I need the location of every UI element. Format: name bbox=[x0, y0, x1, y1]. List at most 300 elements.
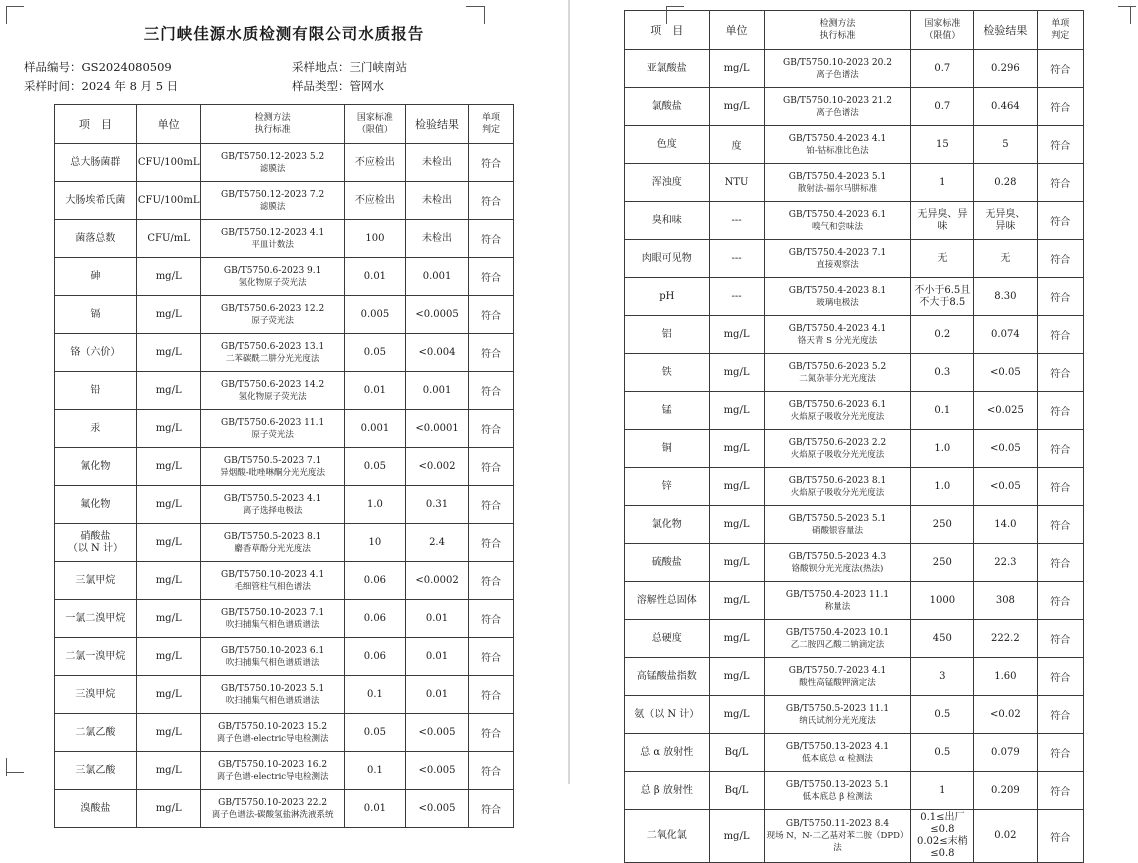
cell-method bbox=[201, 296, 344, 334]
cell-method bbox=[764, 696, 911, 734]
cell-method bbox=[764, 658, 911, 696]
cell-standard-limit: 0.5 bbox=[911, 696, 974, 734]
table-row bbox=[625, 468, 1084, 506]
table-row bbox=[625, 658, 1084, 696]
sampling-time bbox=[24, 77, 292, 96]
cell-unit: mg/L bbox=[709, 316, 764, 354]
cell-standard-limit: 1.0 bbox=[911, 430, 974, 468]
cell-standard-limit: 1.0 bbox=[911, 468, 974, 506]
cell-item: 二氯一溴甲烷 bbox=[55, 638, 137, 676]
cell-result: <0.005 bbox=[406, 752, 469, 790]
cell-item: 总硬度 bbox=[625, 620, 710, 658]
cell-method bbox=[201, 220, 344, 258]
table-row bbox=[55, 486, 514, 524]
cell-method-name: 异烟酸-吡唑啉酮分光光度法 bbox=[220, 467, 326, 478]
cell-item: 总 β 放射性 bbox=[625, 772, 710, 810]
cell-method bbox=[764, 468, 911, 506]
cell-item: 氟化物 bbox=[55, 486, 137, 524]
cell-method-name: 离子色谱-electric导电检测法 bbox=[216, 771, 329, 782]
cell-judgement: 符合 bbox=[1037, 126, 1084, 164]
cell-method bbox=[764, 392, 911, 430]
cell-standard-limit: 0.05 bbox=[344, 714, 405, 752]
cell-unit: --- bbox=[709, 278, 764, 316]
cell-method-standard: GB/T5750.10-2023 16.2 bbox=[218, 759, 328, 770]
cell-item: 氨（以 N 计） bbox=[625, 696, 710, 734]
cell-result: 无 bbox=[974, 240, 1037, 278]
cell-unit: mg/L bbox=[709, 50, 764, 88]
cell-unit: mg/L bbox=[136, 562, 201, 600]
cell-method-standard: GB/T5750.5-2023 4.1 bbox=[223, 493, 322, 504]
cell-standard-limit: 0.005 bbox=[344, 296, 405, 334]
crop-mark bbox=[6, 6, 24, 7]
cell-method bbox=[201, 714, 344, 752]
cell-method-standard: GB/T5750.10-2023 6.1 bbox=[221, 645, 325, 656]
cell-result: 0.464 bbox=[974, 88, 1037, 126]
cell-item: 高锰酸盐指数 bbox=[625, 658, 710, 696]
table-header-row bbox=[55, 105, 514, 144]
table-row bbox=[625, 810, 1084, 863]
cell-method-name: 原子荧光法 bbox=[251, 429, 294, 440]
cell-method-standard: GB/T5750.5-2023 8.1 bbox=[223, 531, 322, 542]
cell-standard-limit: 0.1≤出厂≤0.8 0.02≤末梢≤0.8 bbox=[911, 810, 974, 863]
cell-result: 8.30 bbox=[974, 278, 1037, 316]
cell-unit: mg/L bbox=[709, 506, 764, 544]
table-row bbox=[625, 506, 1084, 544]
cell-method-standard: GB/T5750.6-2023 13.1 bbox=[221, 341, 325, 352]
cell-unit: mg/L bbox=[136, 334, 201, 372]
cell-method-name: 氢化物原子荧光法 bbox=[238, 277, 307, 288]
report-page-right bbox=[570, 0, 1138, 859]
cell-unit: --- bbox=[709, 202, 764, 240]
meta-row-1 bbox=[24, 58, 544, 77]
col-method-line1: 检测方法 bbox=[819, 19, 856, 29]
cell-judgement: 符合 bbox=[1037, 164, 1084, 202]
cell-result: <0.0005 bbox=[406, 296, 469, 334]
table-header bbox=[55, 105, 514, 144]
cell-method bbox=[201, 638, 344, 676]
cell-unit: mg/L bbox=[709, 810, 764, 863]
cell-judgement: 符合 bbox=[1037, 392, 1084, 430]
cell-unit: 度 bbox=[709, 126, 764, 164]
cell-method-standard: GB/T5750.4-2023 7.1 bbox=[788, 247, 887, 258]
cell-standard-limit: 0.1 bbox=[344, 752, 405, 790]
cell-item: 三氯甲烷 bbox=[55, 562, 137, 600]
cell-judgement: 符合 bbox=[1037, 278, 1084, 316]
cell-judgement: 符合 bbox=[1037, 810, 1084, 863]
cell-result: 2.4 bbox=[406, 524, 469, 562]
cell-method-standard: GB/T5750.6-2023 14.2 bbox=[221, 379, 325, 390]
cell-standard-limit: 0.1 bbox=[911, 392, 974, 430]
cell-result: <0.05 bbox=[974, 468, 1037, 506]
table-row bbox=[625, 392, 1084, 430]
cell-unit: --- bbox=[709, 240, 764, 278]
col-method-line2: 执行标准 bbox=[819, 31, 856, 41]
cell-result: 5 bbox=[974, 126, 1037, 164]
cell-item: 砷 bbox=[55, 258, 137, 296]
cell-method bbox=[201, 372, 344, 410]
cell-method-name: 乙二胺四乙酸二钠滴定法 bbox=[790, 639, 885, 650]
cell-standard-limit: 0.7 bbox=[911, 88, 974, 126]
cell-method-standard: GB/T5750.12-2023 5.2 bbox=[221, 151, 325, 162]
cell-judgement: 符合 bbox=[468, 676, 513, 714]
cell-method-name: 毛细管柱气相色谱法 bbox=[234, 581, 311, 592]
sample-type-value: 管网水 bbox=[349, 79, 384, 93]
cell-unit: CFU/100mL bbox=[136, 182, 201, 220]
table-row bbox=[625, 354, 1084, 392]
table-row bbox=[55, 182, 514, 220]
cell-method-name: 称量法 bbox=[824, 601, 851, 612]
table-row bbox=[625, 582, 1084, 620]
cell-method-name: 硝酸银容量法 bbox=[811, 525, 863, 536]
crop-mark bbox=[1118, 6, 1136, 7]
table-body-left bbox=[55, 144, 514, 828]
cell-method-standard: GB/T5750.7-2023 4.1 bbox=[788, 665, 887, 676]
sample-type bbox=[292, 77, 544, 96]
cell-result: <0.025 bbox=[974, 392, 1037, 430]
cell-method-name: 二苯碳酰二肼分光光度法 bbox=[225, 353, 320, 364]
cell-item: 三溴甲烷 bbox=[55, 676, 137, 714]
cell-method-name: 离子色谱法 bbox=[816, 69, 859, 80]
sample-no-label: 样品编号： bbox=[24, 60, 82, 74]
table-row bbox=[55, 562, 514, 600]
cell-method-name: 原子荧光法 bbox=[251, 315, 294, 326]
cell-standard-limit: 0.05 bbox=[344, 334, 405, 372]
cell-result: 14.0 bbox=[974, 506, 1037, 544]
crop-mark bbox=[466, 6, 484, 7]
table-row bbox=[625, 696, 1084, 734]
cell-standard-limit: 0.06 bbox=[344, 562, 405, 600]
cell-standard-limit: 0.01 bbox=[344, 790, 405, 828]
cell-result: <0.0002 bbox=[406, 562, 469, 600]
cell-method-standard: GB/T5750.4-2023 11.1 bbox=[785, 589, 890, 600]
cell-method-standard: GB/T5750.6-2023 11.1 bbox=[221, 417, 325, 428]
cell-item: 三氯乙酸 bbox=[55, 752, 137, 790]
cell-result: 0.01 bbox=[406, 600, 469, 638]
cell-method-name: 火焰原子吸收分光光度法 bbox=[790, 449, 885, 460]
cell-standard-limit: 0.06 bbox=[344, 638, 405, 676]
table-row bbox=[55, 790, 514, 828]
cell-unit: mg/L bbox=[709, 354, 764, 392]
col-judge-line1: 单项 bbox=[481, 113, 500, 123]
cell-method-standard: GB/T5750.10-2023 4.1 bbox=[221, 569, 325, 580]
cell-item: 肉眼可见物 bbox=[625, 240, 710, 278]
col-judge bbox=[1037, 11, 1084, 50]
col-standard-line2: （限值） bbox=[356, 125, 393, 135]
cell-method bbox=[201, 448, 344, 486]
cell-item: 硝酸盐 （以 N 计） bbox=[55, 524, 137, 562]
cell-item: 铬（六价） bbox=[55, 334, 137, 372]
cell-method-standard: GB/T5750.5-2023 5.1 bbox=[788, 513, 887, 524]
cell-item: 锰 bbox=[625, 392, 710, 430]
cell-judgement: 符合 bbox=[1037, 734, 1084, 772]
cell-method-standard: GB/T5750.4-2023 5.1 bbox=[788, 171, 887, 182]
table-row bbox=[625, 240, 1084, 278]
cell-result: 22.3 bbox=[974, 544, 1037, 582]
col-judge-line1: 单项 bbox=[1051, 19, 1070, 29]
cell-method bbox=[201, 562, 344, 600]
col-unit: 单位 bbox=[709, 11, 764, 50]
cell-method bbox=[764, 430, 911, 468]
cell-standard-limit: 0.7 bbox=[911, 50, 974, 88]
table-row bbox=[625, 50, 1084, 88]
sampling-time-value: 2024 年 8 月 5 日 bbox=[81, 79, 179, 93]
table-row bbox=[625, 430, 1084, 468]
cell-method-name: 现场 N，N-二乙基对苯二胺（DPD）法 bbox=[766, 831, 909, 853]
cell-standard-limit: 100 bbox=[344, 220, 405, 258]
cell-method-name: 低本底总 β 检测法 bbox=[802, 791, 873, 802]
cell-method-name: 麝香草酚分光光度法 bbox=[234, 543, 311, 554]
cell-result: <0.02 bbox=[974, 696, 1037, 734]
cell-judgement: 符合 bbox=[1037, 696, 1084, 734]
cell-standard-limit: 0.001 bbox=[344, 410, 405, 448]
cell-standard-limit: 0.5 bbox=[911, 734, 974, 772]
cell-result: <0.005 bbox=[406, 790, 469, 828]
cell-method bbox=[764, 88, 911, 126]
crop-mark bbox=[484, 6, 485, 24]
sampling-site-value: 三门峡南站 bbox=[349, 60, 407, 74]
cell-standard-limit: 不应检出 bbox=[344, 182, 405, 220]
cell-result: 0.001 bbox=[406, 258, 469, 296]
table-row bbox=[625, 316, 1084, 354]
sample-no bbox=[24, 58, 292, 77]
cell-method-standard: GB/T5750.4-2023 10.1 bbox=[785, 627, 890, 638]
cell-method-name: 嗅气和尝味法 bbox=[811, 221, 863, 232]
sampling-time-label: 采样时间： bbox=[24, 79, 82, 93]
cell-judgement: 符合 bbox=[468, 448, 513, 486]
table-row bbox=[55, 258, 514, 296]
cell-method bbox=[764, 50, 911, 88]
table-row bbox=[55, 410, 514, 448]
cell-item: 菌落总数 bbox=[55, 220, 137, 258]
table-row bbox=[625, 126, 1084, 164]
cell-method-name: 吹扫捕集气相色谱质谱法 bbox=[225, 657, 320, 668]
table-row bbox=[625, 734, 1084, 772]
cell-item: 溶解性总固体 bbox=[625, 582, 710, 620]
cell-standard-limit: 3 bbox=[911, 658, 974, 696]
table-row bbox=[55, 144, 514, 182]
cell-method-standard: GB/T5750.10-2023 7.1 bbox=[221, 607, 325, 618]
cell-standard-limit: 1 bbox=[911, 164, 974, 202]
cell-method-standard: GB/T5750.4-2023 4.1 bbox=[788, 323, 887, 334]
cell-method-name: 离子色谱法 bbox=[816, 107, 859, 118]
cell-judgement: 符合 bbox=[1037, 620, 1084, 658]
cell-method bbox=[201, 410, 344, 448]
cell-method-name: 铬天青 S 分光光度法 bbox=[797, 335, 878, 346]
cell-item: 氯酸盐 bbox=[625, 88, 710, 126]
table-row bbox=[625, 278, 1084, 316]
col-result: 检验结果 bbox=[974, 11, 1037, 50]
cell-unit: mg/L bbox=[136, 258, 201, 296]
cell-result: 0.01 bbox=[406, 638, 469, 676]
cell-method bbox=[201, 676, 344, 714]
cell-standard-limit: 1.0 bbox=[344, 486, 405, 524]
cell-judgement: 符合 bbox=[468, 486, 513, 524]
col-result: 检验结果 bbox=[406, 105, 469, 144]
crop-mark bbox=[1130, 6, 1131, 24]
col-method-line1: 检测方法 bbox=[254, 113, 291, 123]
cell-unit: mg/L bbox=[136, 410, 201, 448]
cell-result: 0.074 bbox=[974, 316, 1037, 354]
cell-standard-limit: 0.01 bbox=[344, 372, 405, 410]
cell-method-name: 平皿计数法 bbox=[251, 239, 294, 250]
crop-mark bbox=[6, 772, 24, 773]
page-title: 三门峡佳源水质检测有限公司水质报告 bbox=[143, 24, 425, 43]
cell-standard-limit: 不小于6.5且不大于8.5 bbox=[911, 278, 974, 316]
report-meta bbox=[0, 58, 568, 96]
cell-judgement: 符合 bbox=[1037, 468, 1084, 506]
cell-judgement: 符合 bbox=[1037, 430, 1084, 468]
cell-method-standard: GB/T5750.13-2023 4.1 bbox=[785, 741, 890, 752]
cell-unit: mg/L bbox=[136, 372, 201, 410]
col-method bbox=[764, 11, 911, 50]
cell-unit: mg/L bbox=[136, 638, 201, 676]
crop-mark bbox=[666, 6, 684, 7]
cell-method-name: 氢化物原子荧光法 bbox=[238, 391, 307, 402]
cell-judgement: 符合 bbox=[468, 714, 513, 752]
cell-unit: mg/L bbox=[136, 752, 201, 790]
cell-judgement: 符合 bbox=[468, 752, 513, 790]
cell-standard-limit: 0.06 bbox=[344, 600, 405, 638]
col-judge-line2: 判定 bbox=[1051, 31, 1070, 41]
cell-method-name: 低本底总 α 检测法 bbox=[802, 753, 873, 764]
cell-unit: NTU bbox=[709, 164, 764, 202]
cell-standard-limit: 15 bbox=[911, 126, 974, 164]
cell-judgement: 符合 bbox=[1037, 582, 1084, 620]
cell-judgement: 符合 bbox=[1037, 50, 1084, 88]
cell-method bbox=[764, 240, 911, 278]
cell-item: 色度 bbox=[625, 126, 710, 164]
cell-judgement: 符合 bbox=[468, 638, 513, 676]
cell-result: 308 bbox=[974, 582, 1037, 620]
cell-result: 1.60 bbox=[974, 658, 1037, 696]
cell-method bbox=[201, 486, 344, 524]
cell-item: 二氧化氯 bbox=[625, 810, 710, 863]
table-row bbox=[55, 220, 514, 258]
cell-unit: mg/L bbox=[136, 676, 201, 714]
cell-method-standard: GB/T5750.12-2023 7.2 bbox=[221, 189, 325, 200]
table-row bbox=[625, 164, 1084, 202]
cell-method bbox=[201, 182, 344, 220]
cell-judgement: 符合 bbox=[468, 144, 513, 182]
cell-method-name: 火焰原子吸收分光光度法 bbox=[790, 411, 885, 422]
cell-item: 氯化物 bbox=[625, 506, 710, 544]
cell-result: 0.01 bbox=[406, 676, 469, 714]
cell-standard-limit: 0.05 bbox=[344, 448, 405, 486]
cell-method-standard: GB/T5750.5-2023 11.1 bbox=[785, 703, 890, 714]
cell-method bbox=[764, 620, 911, 658]
col-item: 项 目 bbox=[55, 105, 137, 144]
cell-unit: mg/L bbox=[136, 714, 201, 752]
cell-method bbox=[201, 600, 344, 638]
cell-method-standard: GB/T5750.10-2023 20.2 bbox=[783, 57, 892, 68]
cell-judgement: 符合 bbox=[468, 790, 513, 828]
cell-item: 总 α 放射性 bbox=[625, 734, 710, 772]
cell-unit: mg/L bbox=[136, 600, 201, 638]
cell-method-name: 铬酸钡分光光度法(热法) bbox=[791, 563, 884, 574]
cell-method-name: 直接观察法 bbox=[816, 259, 859, 270]
sample-type-label: 样品类型： bbox=[292, 79, 350, 93]
cell-standard-limit: 250 bbox=[911, 544, 974, 582]
cell-item: 氰化物 bbox=[55, 448, 137, 486]
cell-method-name: 铂-钴标准比色法 bbox=[806, 145, 869, 156]
cell-judgement: 符合 bbox=[1037, 240, 1084, 278]
table-row bbox=[55, 448, 514, 486]
cell-unit: mg/L bbox=[709, 392, 764, 430]
cell-result: <0.005 bbox=[406, 714, 469, 752]
cell-method bbox=[764, 278, 911, 316]
cell-unit: mg/L bbox=[136, 790, 201, 828]
cell-judgement: 符合 bbox=[468, 296, 513, 334]
table-row bbox=[625, 620, 1084, 658]
cell-item: 臭和味 bbox=[625, 202, 710, 240]
cell-method-standard: GB/T5750.6-2023 6.1 bbox=[788, 399, 887, 410]
cell-standard-limit: 不应检出 bbox=[344, 144, 405, 182]
cell-judgement: 符合 bbox=[468, 562, 513, 600]
cell-unit: mg/L bbox=[709, 468, 764, 506]
cell-method-standard: GB/T5750.10-2023 22.2 bbox=[218, 797, 328, 808]
cell-method-standard: GB/T5750.13-2023 5.1 bbox=[785, 779, 890, 790]
cell-result: 0.02 bbox=[974, 810, 1037, 863]
cell-method-name: 散射法-福尔马肼标准 bbox=[797, 183, 878, 194]
cell-method-name: 离子色谱法-碳酸氢盐淋洗液系统 bbox=[211, 809, 334, 820]
cell-unit: mg/L bbox=[136, 296, 201, 334]
cell-result: <0.004 bbox=[406, 334, 469, 372]
cell-standard-limit: 无 bbox=[911, 240, 974, 278]
cell-unit: mg/L bbox=[136, 524, 201, 562]
cell-unit: mg/L bbox=[709, 696, 764, 734]
col-judge bbox=[468, 105, 513, 144]
cell-method-standard: GB/T5750.4-2023 8.1 bbox=[788, 285, 887, 296]
cell-item: 铜 bbox=[625, 430, 710, 468]
cell-method-standard: GB/T5750.10-2023 21.2 bbox=[783, 95, 892, 106]
cell-method-standard: GB/T5750.6-2023 2.2 bbox=[788, 437, 887, 448]
col-standard bbox=[344, 105, 405, 144]
cell-standard-limit: 0.3 bbox=[911, 354, 974, 392]
cell-method-standard: GB/T5750.4-2023 4.1 bbox=[788, 133, 887, 144]
cell-standard-limit: 1000 bbox=[911, 582, 974, 620]
cell-method-standard: GB/T5750.10-2023 15.2 bbox=[218, 721, 328, 732]
cell-standard-limit: 250 bbox=[911, 506, 974, 544]
cell-judgement: 符合 bbox=[468, 524, 513, 562]
cell-result: 无异臭、 异味 bbox=[974, 202, 1037, 240]
cell-item: pH bbox=[625, 278, 710, 316]
cell-method bbox=[201, 334, 344, 372]
cell-standard-limit: 0.1 bbox=[344, 676, 405, 714]
table-row bbox=[55, 524, 514, 562]
cell-result: <0.0001 bbox=[406, 410, 469, 448]
cell-item: 铝 bbox=[625, 316, 710, 354]
cell-item: 一氯二溴甲烷 bbox=[55, 600, 137, 638]
table-row bbox=[55, 372, 514, 410]
table-row bbox=[625, 202, 1084, 240]
cell-method bbox=[764, 316, 911, 354]
col-unit: 单位 bbox=[136, 105, 201, 144]
cell-item: 浑浊度 bbox=[625, 164, 710, 202]
table-header-right bbox=[625, 11, 1084, 50]
cell-unit: mg/L bbox=[709, 582, 764, 620]
cell-unit: mg/L bbox=[709, 430, 764, 468]
cell-method bbox=[764, 734, 911, 772]
table-header-row bbox=[625, 11, 1084, 50]
cell-standard-limit: 10 bbox=[344, 524, 405, 562]
cell-judgement: 符合 bbox=[468, 258, 513, 296]
cell-unit: Bq/L bbox=[709, 772, 764, 810]
cell-method-name: 吹扫捕集气相色谱质谱法 bbox=[225, 695, 320, 706]
cell-method bbox=[764, 354, 911, 392]
crop-mark bbox=[666, 6, 667, 24]
cell-item: 汞 bbox=[55, 410, 137, 448]
cell-method bbox=[764, 544, 911, 582]
